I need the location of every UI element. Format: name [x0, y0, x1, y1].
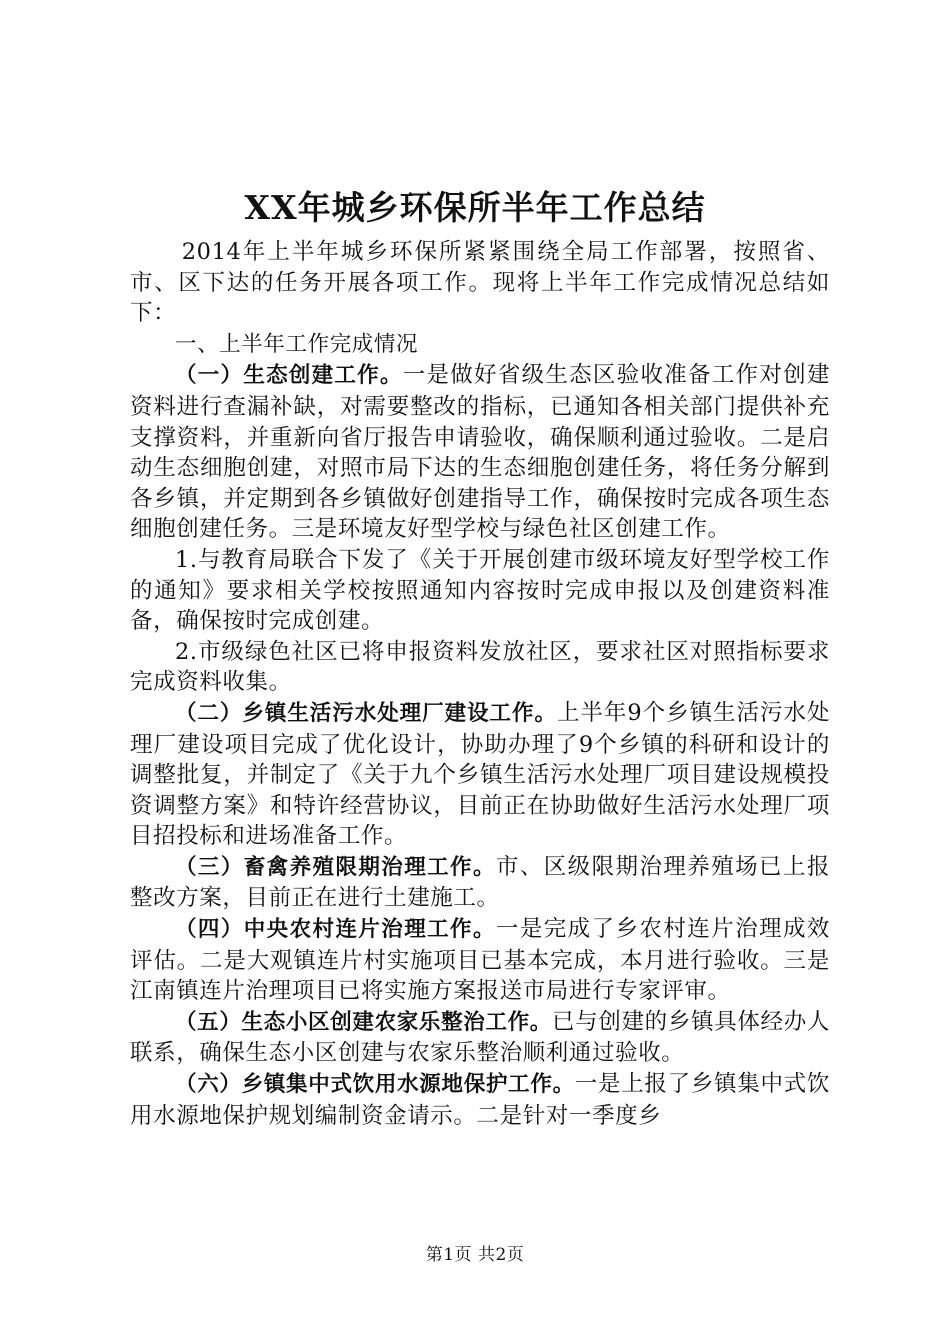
section-heading-text: 一、上半年工作完成情况 — [175, 331, 419, 357]
item-4-paragraph — [130, 914, 830, 1007]
item-3-text: 市、区级限期治理养殖场已上报整改方案，目前正在进行土建施工。 — [130, 853, 830, 912]
item-1-paragraph — [130, 360, 830, 545]
section-heading — [130, 329, 830, 361]
item-1-lead: （一）生态创建工作。 — [175, 363, 403, 389]
item-3-lead: （三）畜禽养殖限期治理工作。 — [175, 854, 496, 880]
item-5-paragraph — [130, 1007, 830, 1069]
item-3-paragraph — [130, 852, 830, 914]
item-5-text: 已与创建的乡镇具体经办人联系，确保生态小区创建与农家乐整治顺利通过验收。 — [130, 1008, 831, 1067]
item-6-lead: （六）乡镇集中式饮用水源地保护工作。 — [175, 1072, 575, 1098]
item-1-text: 一是做好省级生态区验收准备工作对创建资料进行查漏补缺，对需要整改的指标，已通知各相关部门提供补充支撑资料，并重新向省厅报告申请验收，确保顺利通过验收。二是启动生态细胞创建，对照市局下达的生态细胞创建任务，将任务分解到各乡镇，并定期到各乡镇做好创建指导工作，确保按时完成各项生态细胞创建任务。三是环境友好型学校与绿色社区创建工作。 — [130, 362, 830, 543]
item-5-lead: （五）生态小区创建农家乐整治工作。 — [175, 1009, 552, 1035]
item-4-lead: （四）中央农村连片治理工作。 — [175, 917, 496, 943]
sub-item-1-paragraph: 1.与教育局联合下发了《关于开展创建市级环境友好型学校工作的通知》要求相关学校按照通知内容按时完成申报以及创建资料准备，确保按时完成创建。 — [130, 546, 830, 635]
page-footer: 第1页 共2页 — [425, 1245, 525, 1265]
intro-paragraph: 2014年上半年城乡环保所紧紧围绕全局工作部署，按照省、市、区下达的任务开展各项工作。现将上半年工作完成情况总结如下： — [130, 239, 830, 327]
item-2-paragraph — [130, 698, 830, 852]
item-2-lead: （二）乡镇生活污水处理厂建设工作。 — [175, 700, 557, 726]
item-6-text: 一是上报了乡镇集中式饮用水源地保护规划编制资金请示。二是针对一季度乡 — [130, 1071, 830, 1129]
sub-item-2-paragraph: 2.市级绿色社区已将申报资料发放社区，要求社区对照指标要求完成资料收集。 — [130, 638, 830, 696]
document-title: XX年城乡环保所半年工作总结 — [244, 188, 706, 227]
item-2-text: 上半年9个乡镇生活污水处理厂建设项目完成了优化设计，协助办理了9个乡镇的科研和设计的调整批复，并制定了《关于九个乡镇生活污水处理厂项目建设规模投资调整方案》和特许经营协议，目前正在协助做好生活污水处理厂项目招投标和进场准备工作。 — [130, 699, 831, 850]
item-4-text: 一是完成了乡农村连片治理成效评估。二是大观镇连片村实施项目已基本完成，本月进行验收。三是江南镇连片治理项目已将实施方案报送市局进行专家评审。 — [130, 916, 830, 1005]
document-body — [130, 237, 830, 1131]
item-6-paragraph — [130, 1069, 830, 1131]
